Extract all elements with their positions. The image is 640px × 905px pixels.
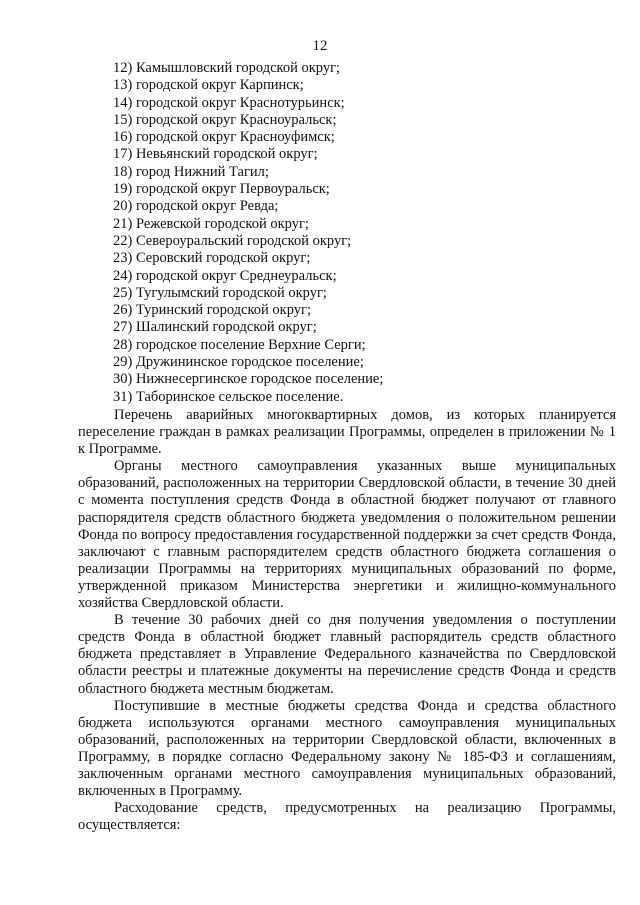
list-item: 22) Североуральский городской округ; (113, 232, 352, 249)
body-text (78, 407, 616, 834)
list-item: 16) городской округ Красноуфимск; (113, 129, 335, 146)
list-item: 26) Туринский городской округ; (113, 302, 311, 319)
list-item: 17) Невьянский городской округ; (113, 146, 318, 163)
list-item: 23) Серовский городской округ; (113, 250, 311, 267)
list-item: 20) городской округ Ревда; (113, 198, 279, 215)
paragraph-treasury: В течение 30 рабочих дней со дня получения уведомления о поступлении средств Фонда в областной бюджет главный распорядитель средств областного бюджета представляет в Управление Федерального казначейства по Свердловской области реестры и платежные документы на перечисление средств Фонда и средств областного бюджета местным бюджетам. (78, 612, 616, 697)
paragraph-spending: Расходование средств, предусмотренных на реализацию Программы, осуществляется: (78, 800, 616, 834)
list-item: 24) городской округ Среднеуральск; (113, 267, 337, 284)
list-item: 29) Дружининское городское поселение; (113, 354, 364, 371)
list-item: 31) Таборинское сельское поселение. (113, 388, 344, 405)
list-item: 19) городской округ Первоуральск; (113, 181, 330, 198)
municipality-list (113, 60, 613, 406)
list-item: 21) Режевской городской округ; (113, 215, 309, 232)
page-number: 12 (312, 38, 328, 54)
paragraph-emergency-houses: Перечень аварийных многоквартирных домов, из которых планируется переселение граждан в рамках реализации Программы, определен в приложении № 1 к Программе. (78, 407, 616, 458)
list-item: 13) городской округ Карпинск; (113, 77, 304, 94)
list-item: 12) Камышловский городской округ; (113, 60, 341, 76)
list-item: 18) город Нижний Тагил; (113, 163, 269, 180)
list-item: 28) городское поселение Верхние Серги; (113, 336, 366, 353)
paragraph-funds-usage: Поступившие в местные бюджеты средства Фонда и средства областного бюджета используются органами местного самоуправления муниципальных образований, расположенных на территории Свердловской области, включенных в Программу, в порядке согласно Федеральному закону № 185-ФЗ и соглашениям, заключенным органами местного самоуправления муниципальных образований, включенных в Программу. (78, 697, 616, 800)
list-item: 15) городской округ Красноуральск; (113, 111, 337, 128)
list-item: 30) Нижнесергинское городское поселение; (113, 371, 384, 388)
paragraph-local-authorities: Органы местного самоуправления указанных выше муниципальных образований, расположенных на территории Свердловской области, в течение 30 дней с момента поступления средств Фонда в областной бюджет получают от главного распорядителя средств областного бюджета уведомления о положительном решении Фонда по вопросу предоставления государственной поддержки за счет средств Фонда, заключают с главным распорядителем средств областного бюджета соглашения о реализации Программы на территориях муниципальных образований по форме, утвержденной приказом Министерства энергетики и жилищно-коммунального хозяйства Свердловской области. (78, 458, 616, 612)
list-item: 14) городской округ Краснотурьинск; (113, 94, 345, 111)
list-item: 25) Тугулымский городской округ; (113, 284, 327, 301)
list-item: 27) Шалинский городской округ; (113, 319, 317, 336)
